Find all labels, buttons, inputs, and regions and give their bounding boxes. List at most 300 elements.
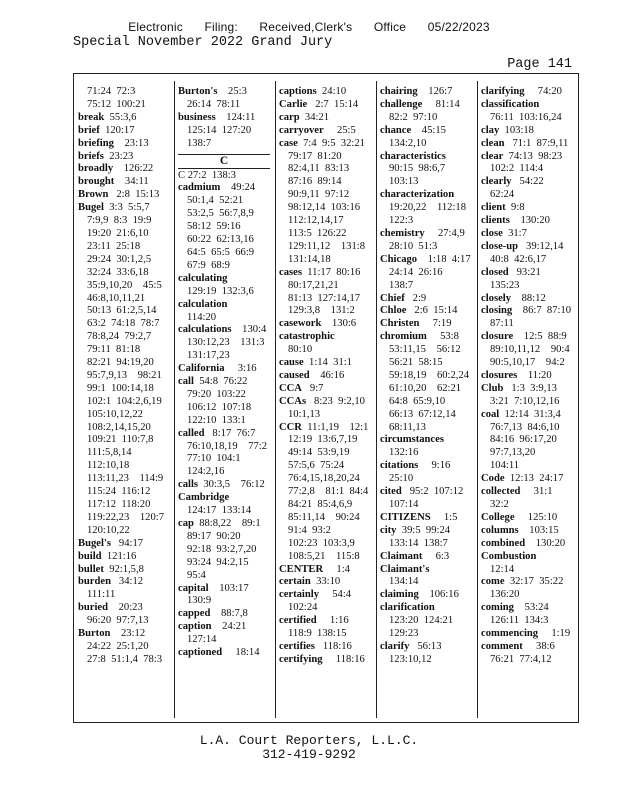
page-line-refs: 31:7 [502,227,527,239]
page-line-refs: 34:12 [110,576,144,588]
index-term: build [78,550,102,562]
index-term: citations [380,460,419,472]
page-line-refs: 9:7 [301,382,324,394]
page-line-refs-continued: 29:24 30:1,2,5 [87,253,152,265]
page-line-refs-continued: 113:11,23 114:9 [87,473,164,485]
page-line-refs: 1:14 31:1 [303,357,352,369]
index-term: Chief [380,292,405,304]
footer [0,734,618,762]
index-term: buried [78,602,109,614]
page-line-refs: 25:5 [323,124,356,136]
page-line-refs: 55:3,6 [104,111,137,123]
index-entry [78,151,170,164]
page-line-refs-continued: 119:22,23 120:7 [87,511,165,523]
index-term: CCAs [279,395,307,407]
page-line-refs: 54:8 76:22 [193,376,248,388]
index-term: cases [279,266,302,278]
index-term: characteristics [380,150,446,162]
index-term: certifies [279,640,315,652]
page-line-refs-continued: 25:10 [389,473,414,485]
page-line-refs-continued: 87:11 [490,318,514,330]
index-entry [178,376,270,428]
index-entry [279,99,371,112]
index-term: carp [279,111,300,123]
page-line-refs-continued: 96:20 97:7,13 [87,615,149,627]
index-term: closely [481,292,512,304]
page-line-refs: 120:17 [99,124,135,136]
index-term: Chicago [380,253,418,265]
page-line-refs-continued: 97:7,13,20 [490,447,536,459]
page-line-refs: 81:14 [422,98,460,110]
index-entry [279,576,371,589]
page-line-refs-continued: 133:14 138:7 [389,537,448,549]
page-line-refs: 1:4 [323,563,350,575]
index-entry [380,151,472,190]
index-entry [481,370,573,383]
index-term: bullet [78,563,104,575]
page-line-refs-continued: 80:17,21,21 [288,279,339,291]
index-entry [380,189,472,228]
index-term: called [178,427,205,439]
page-line-refs-continued: 27:8 51:1,4 78:3 [87,653,163,665]
index-entry [481,409,573,474]
page-line-refs: 7:4 9:5 32:21 [297,137,365,149]
index-entry [78,628,170,667]
page-line-refs-continued: 35:9,10,20 45:5 [87,279,162,291]
stamp-word: Electronic [128,20,183,34]
page-line-refs: 126:7 [417,86,453,97]
page-line-refs-continued: 117:12 118:20 [87,499,151,510]
index-entry [78,125,170,138]
page-line-refs: 25:3 [217,86,247,97]
index-term: Brown [78,189,109,201]
page-line-refs-continued: 104:11 [490,460,520,472]
page-line-refs-continued: 123:20 124:21 [389,615,454,627]
page-line-refs-continued: 132:16 [389,447,419,459]
page-line-refs-continued: 102:1 104:2,6,19 [87,395,162,407]
index-entry [481,538,573,551]
index-entry [279,564,371,577]
index-column-4 [380,86,472,667]
page-line-refs-continued: 111:11 [87,589,116,601]
index-entry [178,647,270,660]
page-line-refs: 125:10 [514,511,558,523]
page-line-refs-continued: 138:7 [187,137,212,149]
index-term: certifying [279,653,323,665]
page-line-refs-continued: 92:18 93:2,7,20 [187,543,257,555]
page-line-refs: 31:1 [520,486,553,498]
page-line-refs: 38:6 [522,640,555,652]
page-line-refs-continued: 19:20 21:6,10 [87,227,149,239]
column-divider [275,81,276,718]
page-line-refs: 12:5 88:9 [513,331,567,343]
page-line-refs-continued: 85:11,14 90:24 [288,511,360,523]
index-entry [380,99,472,125]
page-line-refs-continued: 82:2 97:10 [389,111,438,123]
page-line-refs: 30:3,5 76:12 [198,479,265,491]
index-entry [279,422,371,564]
page-line-refs: 2:9 [404,292,427,304]
index-term: comment [481,640,523,652]
page-line-refs: 2:6 15:14 [406,305,458,317]
page-line-refs-continued: 57:5,6 75:24 [288,460,345,472]
index-term: caused [279,369,310,381]
page-line-refs: 11:17 80:16 [301,266,361,278]
index-entry [178,86,270,112]
index-entry [178,492,270,518]
index-entry [380,564,472,590]
page-line-refs-continued: 112:12,14,17 [288,215,344,227]
index-term: Christen [380,318,420,330]
index-entry [279,112,371,125]
index-term: catastrophic [279,331,335,343]
reporter-name: L.A. Court Reporters, L.L.C. [199,733,419,748]
index-term: Combustion [481,550,537,562]
index-term: columns [481,524,519,536]
index-term: cause [279,357,304,369]
page-line-refs-continued: 135:23 [490,279,520,291]
electronic-filing-stamp [0,20,618,34]
page-line-refs-continued: 87:16 89:14 [288,176,342,188]
page-line-refs-continued: 130:9 [187,595,212,607]
index-term: clarify [380,640,410,652]
page-line-refs-continued: 32:24 33:6,18 [87,266,149,278]
stamp-date: 05/22/2023 [427,20,490,34]
page-line-refs-continued: 66:13 67:12,14 [389,408,456,420]
page-line-refs-continued: 46:8,10,11,21 [87,292,146,304]
index-term: CCR [279,421,302,433]
index-term: chemistry [380,227,425,239]
section-letter: C [178,154,270,169]
index-entry [481,512,573,525]
page-line-refs: 46:16 [309,369,345,381]
page-line-refs: 121:16 [101,550,137,562]
index-entry [279,331,371,357]
index-term: Carlie [279,98,308,110]
page-line-refs-continued: 98:12,14 103:16 [288,202,361,214]
index-entry [78,176,170,189]
index-entry [78,112,170,125]
index-entry [481,228,573,241]
page-line-refs: 20:23 [108,602,143,614]
page-line-refs-continued: 113:5 126:22 [288,227,347,239]
page-line-refs: 27:4,9 [424,227,465,239]
page-line-refs-continued: 131:14,18 [288,253,331,265]
page-line-refs: 53:8 [426,331,459,343]
index-entry [380,305,472,318]
index-entry [481,99,573,125]
index-term: caption [178,621,212,633]
index-term: CCA [279,382,302,394]
page-line-refs: 103:15 [518,524,559,536]
page-line-refs: 3:16 [224,363,257,375]
page-line-refs-continued: 3:21 7:10,12,16 [490,395,560,407]
index-entry [178,112,270,151]
index-term: closures [481,369,518,381]
page-line-refs-continued: 7:9,9 8:3 19:9 [87,215,152,227]
index-term: CITIZENS [380,511,431,523]
index-entry [481,486,573,512]
page-line-refs: 9:16 [418,460,451,472]
index-term: cited [380,486,402,498]
index-term: CENTER [279,563,324,575]
page-line-refs: 88:8,22 89:1 [193,518,261,529]
page-line-refs-continued: 90:5,10,17 94:2 [490,357,565,369]
index-entry [78,86,170,112]
page-line-refs: 88:7,8 [210,608,248,620]
page-line-refs-continued: 50:1,4 52:21 [187,195,244,207]
page-line-refs-continued: 89:10,11,12 90:4 [490,344,570,356]
index-entry [481,86,573,99]
page-line-refs-continued: 76:21 77:4,12 [490,653,552,665]
page-line-refs-continued: 125:14 127:20 [187,124,252,136]
index-column-5 [481,86,573,667]
index-term: Club [481,382,504,394]
index-entry [380,486,472,512]
page-line-refs-continued: 102:2 114:4 [490,163,544,175]
page-line-refs-continued: 12:19 13:6,7,19 [288,434,358,446]
index-term: Code [481,473,505,485]
page-line-refs-continued: 79:11 81:18 [87,344,141,356]
page-line-refs-continued: 108:5,21 115:8 [288,550,360,562]
index-entry [178,428,270,480]
page-line-refs-continued: 118:9 138:15 [288,628,347,640]
page-line-refs-continued: 24:22 25:1,20 [87,640,149,652]
page-line-refs-continued: 105:10,12,22 [87,408,143,420]
page-line-refs: 32:17 35:22 [504,576,564,588]
page-line-refs: 1:16 [316,615,349,627]
index-entry [380,460,472,486]
index-term: close [481,227,503,239]
index-term: challenge [380,98,423,110]
page-line-refs: 24:10 [316,86,347,97]
index-entry [279,267,371,319]
page-line-refs: 34:21 [299,111,330,123]
index-entry [481,151,573,177]
index-term: broadly [78,163,114,175]
index-term: case [279,137,298,149]
index-term: coming [481,602,514,614]
index-entry [279,318,371,331]
page-line-refs-continued: 19:20,22 112:18 [389,202,467,214]
index-entry [481,202,573,215]
index-entry [380,228,472,254]
page-line-refs: 74:20 [524,86,562,97]
page-line-refs: 8:17 76:7 [204,427,256,439]
page-line-refs-continued: 106:12 107:18 [187,401,252,413]
index-term: clarifying [481,86,525,97]
index-entry [279,138,371,267]
page-line-refs: 11:20 [517,369,552,381]
page-line-refs-continued: 10:1,13 [288,408,321,420]
index-term: Chloe [380,305,407,317]
page-line-refs-continued: 77:10 104:1 [187,453,241,465]
index-term: brought [78,176,115,188]
page-line-refs-continued: 58:12 59:16 [187,221,241,233]
page-line-refs: 23:23 [103,150,134,162]
page-line-refs-continued: 111:5,8,14 [87,447,132,459]
index-entry [78,551,170,564]
page-line-refs-continued: 136:20 [490,589,520,601]
page-line-refs-continued: 90:9,11 97:12 [288,189,350,201]
page-line-refs-continued: 60:22 62:13,16 [187,234,254,246]
page-line-refs: 1:18 4:17 [417,253,471,265]
page-line-refs: 39:12,14 [518,240,564,252]
index-entry [178,324,270,363]
page-line-refs: 92:1,5,8 [103,563,144,575]
index-entry [481,576,573,602]
page-line-refs: 88:12 [511,292,546,304]
page-line-refs: 12:13 24:17 [504,473,564,485]
index-entry [481,125,573,138]
index-term: come [481,576,505,588]
index-entry [380,434,472,460]
index-entry [481,241,573,267]
index-entry [78,138,170,151]
index-entry [279,125,371,138]
page-line-refs-continued: 90:15 98:6,7 [389,163,446,175]
page-line-refs: 106:16 [418,589,459,601]
index-entry [279,615,371,641]
index-term: capital [178,582,209,594]
index-term: classification [481,98,540,110]
index-entry [178,479,270,492]
index-entry [481,176,573,202]
index-entry [279,357,371,370]
page-line-refs-continued: 49:14 53:9,19 [288,447,350,459]
page-line-refs-continued: 91:4 93:2 [288,524,331,536]
index-frame [73,73,579,723]
page-line-refs-continued: 71:24 72:3 [87,86,136,97]
index-term: Claimant's [380,563,430,575]
page-line-refs-continued: 115:24 116:12 [87,486,151,498]
index-entry [78,602,170,628]
page-line-refs-continued: 89:17 90:20 [187,530,241,542]
page-line-refs-continued: 123:10,12 [389,653,432,665]
index-term: College [481,511,515,523]
index-entry [178,299,270,325]
page-line-refs: 1:19 [538,628,571,640]
index-entry [279,641,371,654]
index-entry [78,189,170,202]
index-term: call [178,376,194,388]
index-entry [481,473,573,486]
page-line-refs: 74:13 98:23 [503,150,563,162]
page-line-refs: 9:8 [505,202,525,214]
index-term: break [78,111,105,123]
page-line-refs: 33:10 [310,576,341,588]
index-term: collected [481,486,521,498]
index-term: Claimant [380,550,423,562]
index-entry [380,602,472,641]
page-line-refs-continued: 122:10 133:1 [187,414,246,426]
index-entry [380,318,472,331]
page-line-refs: 2:8 15:13 [108,189,160,201]
page-line-refs-continued: 109:21 110:7,8 [87,434,154,446]
page-line-refs-continued: 23:11 25:18 [87,240,141,252]
page-line-refs: 1:3 3:9,13 [503,382,557,394]
page-line-refs-continued: 81:13 127:14,17 [288,292,361,304]
index-entry [279,86,371,99]
index-entry [481,215,573,228]
index-entry [78,576,170,602]
index-term: capped [178,608,211,620]
index-entry [481,628,573,641]
page-line-refs-continued: 61:10,20 62:21 [389,382,462,394]
index-entry [178,583,270,609]
page-number: Page 141 [507,57,572,72]
page-line-refs-continued: 122:3 [389,215,414,227]
page-line-refs-continued: 53:2,5 56:7,8,9 [187,208,254,220]
index-entry [78,202,170,538]
index-entry [178,170,270,183]
index-entry [380,293,472,306]
page-line-refs-continued: 129:11,12 131:8 [288,240,366,252]
document-title: Special November 2022 Grand Jury [73,35,333,50]
page-line-refs-continued: 76:11 103:16,24 [490,111,562,123]
index-entry [481,383,573,409]
page-line-refs: 6:3 [422,550,450,562]
page-line-refs-continued: 80:10 [288,344,313,356]
page-line-refs: 53:24 [513,602,549,614]
index-entry [380,641,472,667]
index-entry [78,564,170,577]
index-term: casework [279,318,322,330]
page-line-refs-continued: 68:11,13 [389,421,426,433]
page-line-refs-continued: 28:10 51:3 [389,240,438,252]
page-line-refs: 124:11 [215,111,256,123]
page-line-refs-continued: 76:10,18,19 77:2 [187,440,268,452]
page-line-refs: 24:21 [211,621,247,633]
index-term: California [178,363,225,375]
index-entry [481,331,573,370]
index-entry [380,512,472,525]
page-line-refs-continued: 95:7,9,13 98:21 [87,369,162,381]
index-term: briefs [78,150,104,162]
index-entry [178,273,270,299]
column-divider [477,81,478,718]
index-entry [481,305,573,331]
index-term: Burton [78,628,111,640]
index-term: combined [481,537,526,549]
index-term: clients [481,215,510,227]
index-term: clean [481,137,505,149]
index-term: cadmium [178,182,221,194]
page-line-refs-continued: 59:18,19 60:2,24 [389,369,470,381]
page-line-refs-continued: 93:24 94:2,15 [187,556,249,568]
index-term: calculation [178,298,228,310]
index-term: coal [481,408,500,420]
index-column-2 [178,86,270,660]
page-line-refs-continued: 24:14 26:16 [389,266,443,278]
index-term: clear [481,150,504,162]
index-entry [481,551,573,577]
page-line-refs: 3:3 5:5,7 [103,202,150,214]
index-column-3 [279,86,371,667]
index-term: captioned [178,647,223,659]
page-line-refs: 49:24 [220,182,256,194]
page-line-refs: 39:5 99:24 [396,524,451,536]
page-line-refs-continued: 62:24 [490,189,515,201]
index-entry [380,86,472,99]
page-line-refs-continued: 75:12 100:21 [87,98,146,110]
index-entry [380,589,472,602]
page-line-refs: 71:1 87:9,11 [504,137,569,149]
index-entry [380,254,472,293]
page-line-refs-continued: 95:4 [187,569,206,581]
index-entry [481,138,573,151]
index-term: closure [481,331,514,343]
